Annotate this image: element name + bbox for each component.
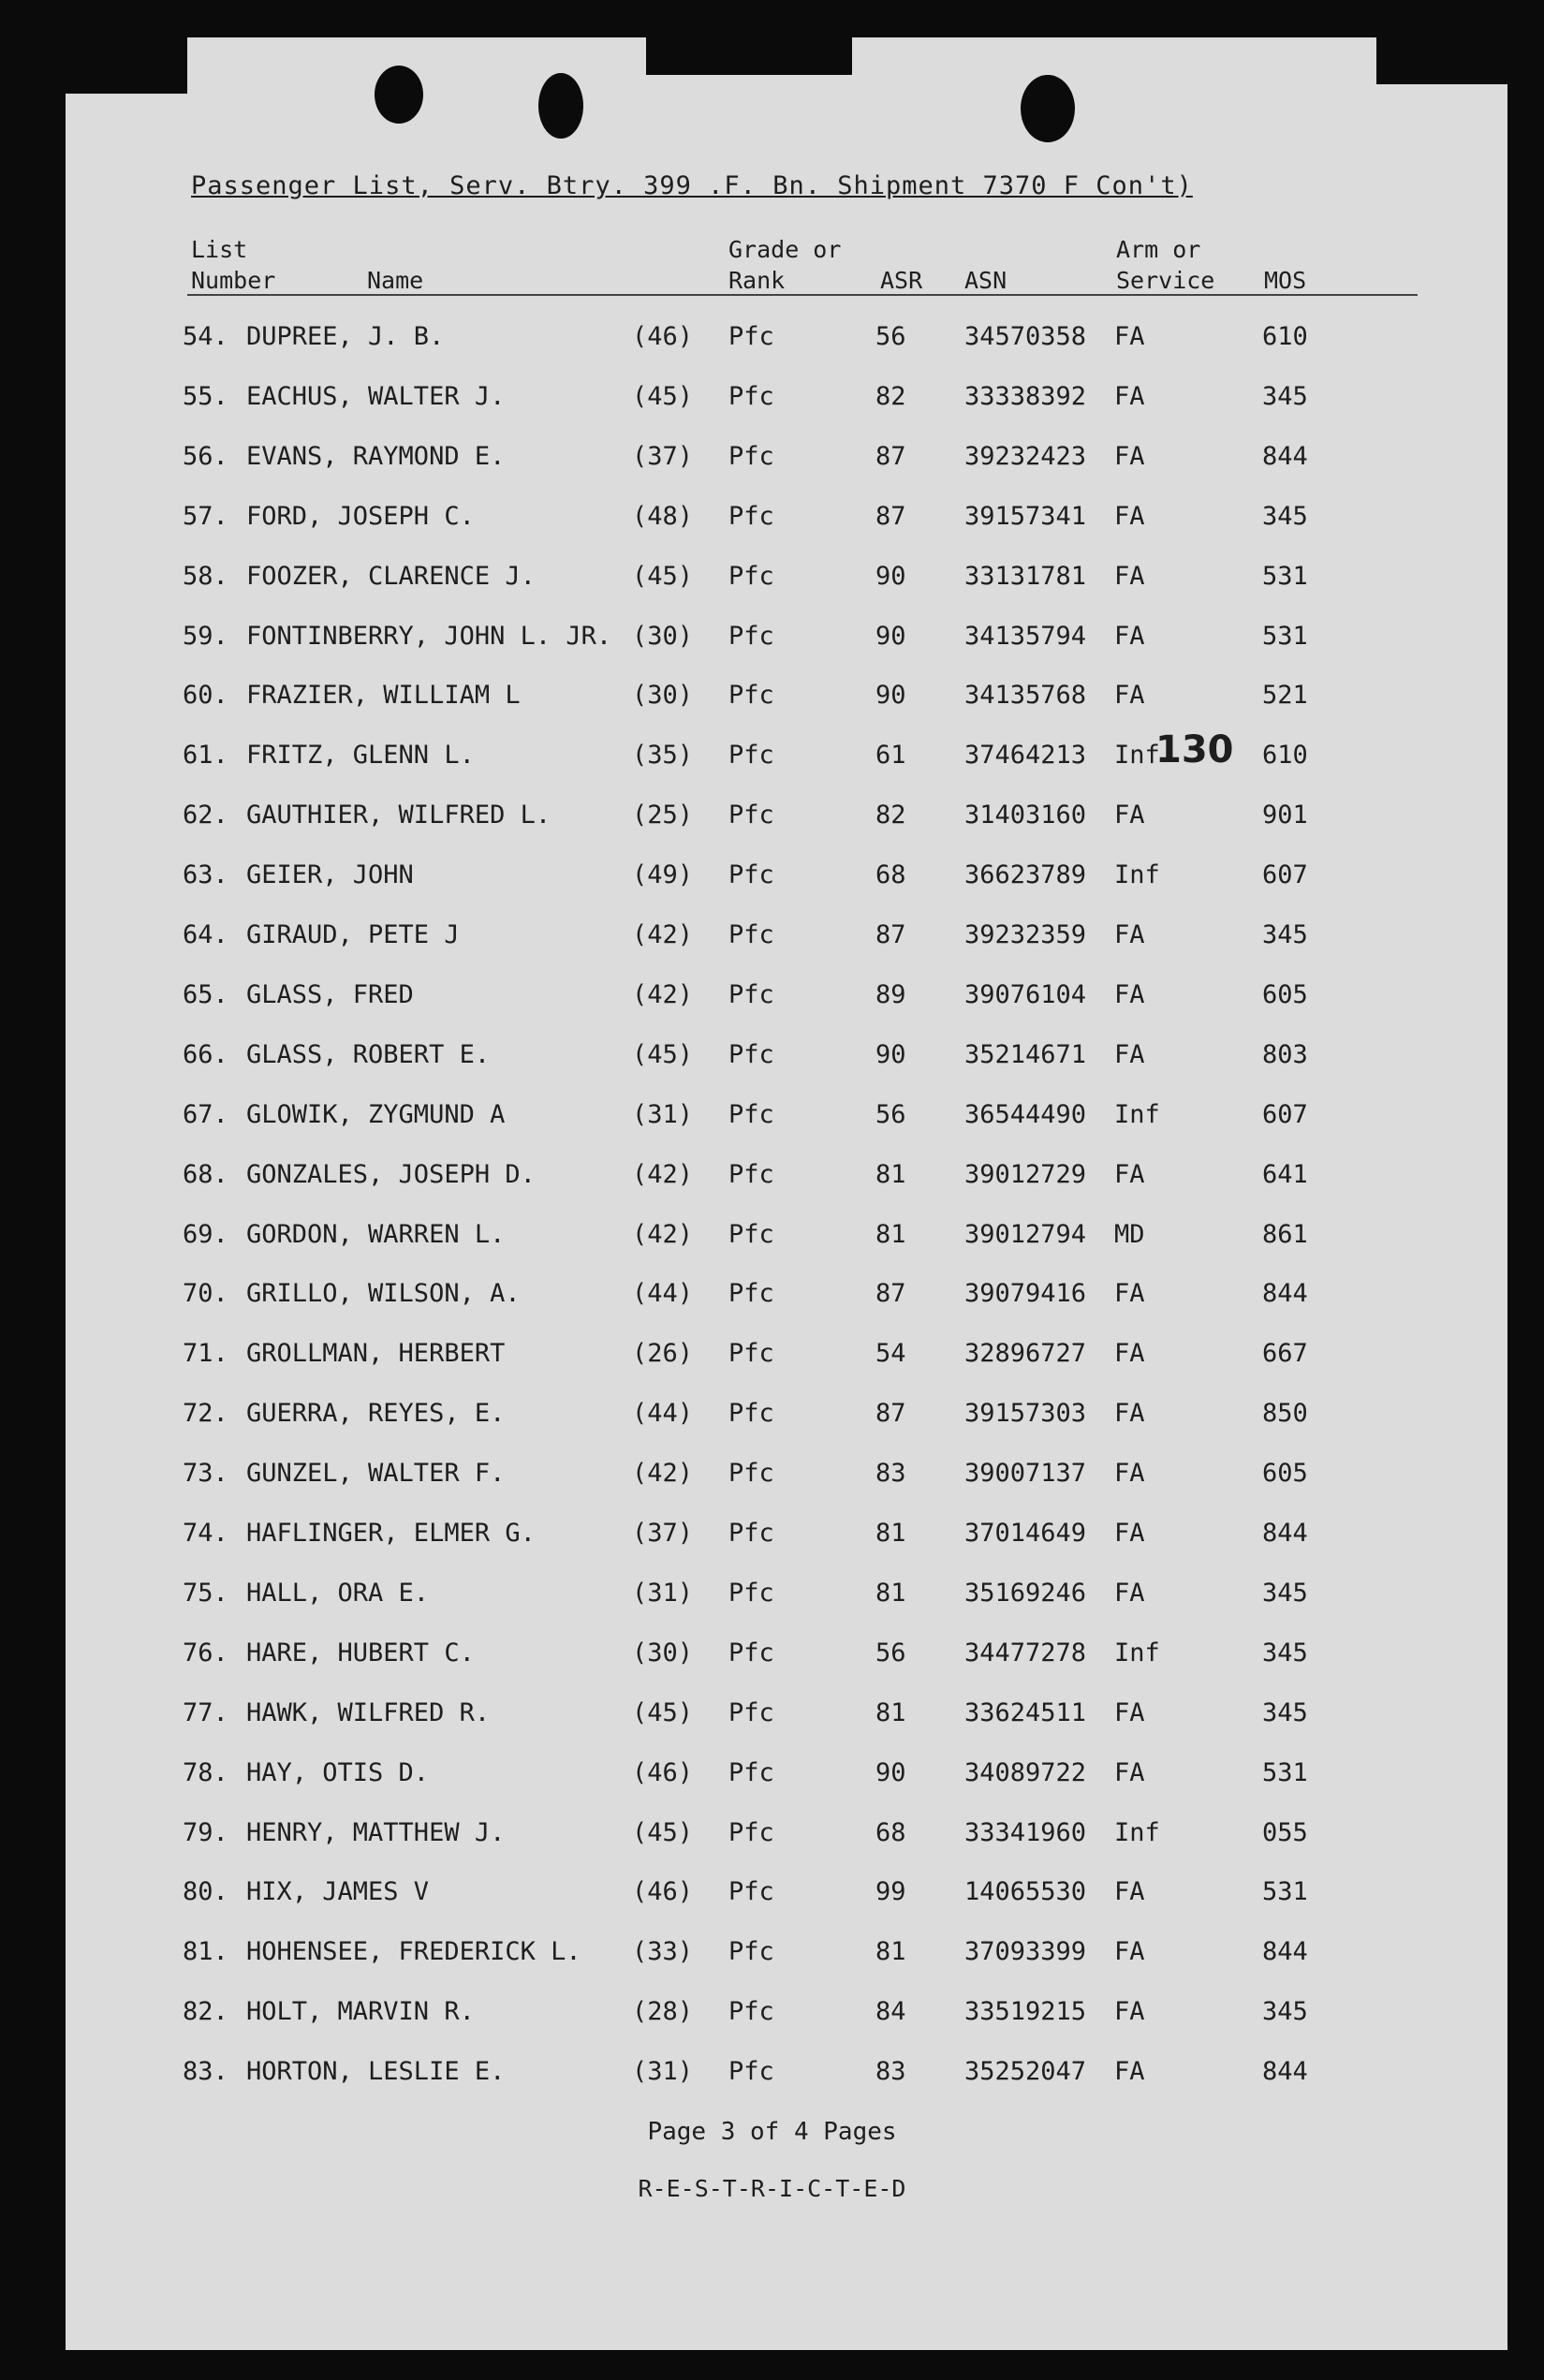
mos-code: 901 — [1262, 801, 1308, 830]
arm-service: FA — [1114, 920, 1145, 949]
passenger-name: FOOZER, CLARENCE J. — [246, 561, 536, 591]
army-serial-number: 37464213 — [964, 741, 1087, 771]
list-number: 78. — [183, 1757, 228, 1787]
list-number: 66. — [183, 1039, 228, 1069]
age-group: (30) — [632, 681, 694, 711]
age-group: (31) — [632, 1578, 694, 1608]
grade-rank: Pfc — [728, 1219, 774, 1249]
age-group: (46) — [632, 1757, 694, 1787]
grade-rank: Pfc — [728, 1519, 774, 1548]
grade-rank: Pfc — [728, 979, 774, 1009]
table-row — [0, 1698, 1544, 1736]
asr-score: 56 — [875, 322, 906, 351]
passenger-name: GAUTHIER, WILFRED L. — [246, 801, 551, 830]
table-row — [0, 1877, 1544, 1915]
table-row — [0, 1040, 1544, 1078]
passenger-name: GONZALES, JOSEPH D. — [246, 1159, 536, 1189]
passenger-name: HORTON, LESLIE E. — [246, 2057, 506, 2087]
age-group: (45) — [632, 1817, 694, 1847]
header-name: Name — [367, 267, 424, 294]
army-serial-number: 35214671 — [964, 1039, 1087, 1069]
table-row — [0, 1818, 1544, 1856]
passenger-name: GORDON, WARREN L. — [246, 1219, 506, 1249]
asr-score: 81 — [875, 1697, 906, 1727]
list-number: 62. — [183, 801, 228, 830]
age-group: (31) — [632, 1099, 694, 1129]
age-group: (42) — [632, 1219, 694, 1249]
mos-code: 641 — [1262, 1159, 1308, 1189]
age-group: (26) — [632, 1339, 694, 1369]
age-group: (48) — [632, 501, 694, 531]
grade-rank: Pfc — [728, 621, 774, 651]
list-number: 72. — [183, 1399, 228, 1429]
list-number: 70. — [183, 1279, 228, 1309]
classification-label: R-E-S-T-R-I-C-T-E-D — [638, 2175, 906, 2202]
table-row — [0, 1758, 1544, 1796]
punch-hole — [375, 66, 423, 124]
passenger-name: GLASS, FRED — [246, 979, 414, 1009]
grade-rank: Pfc — [728, 1039, 774, 1069]
grade-rank: Pfc — [728, 1578, 774, 1608]
arm-service: FA — [1114, 561, 1145, 591]
mos-code: 345 — [1262, 1997, 1308, 2027]
army-serial-number: 39079416 — [964, 1279, 1087, 1309]
army-serial-number: 33624511 — [964, 1697, 1087, 1727]
list-number: 79. — [183, 1817, 228, 1847]
army-serial-number: 33131781 — [964, 561, 1087, 591]
passenger-name: FRAZIER, WILLIAM L — [246, 681, 521, 711]
asr-score: 87 — [875, 501, 906, 531]
passenger-name: GROLLMAN, HERBERT — [246, 1339, 506, 1369]
mos-code: 345 — [1262, 501, 1308, 531]
torn-edge — [66, 37, 187, 94]
passenger-name: GIRAUD, PETE J — [246, 920, 460, 949]
asr-score: 56 — [875, 1099, 906, 1129]
grade-rank: Pfc — [728, 1697, 774, 1727]
age-group: (44) — [632, 1279, 694, 1309]
passenger-name: FONTINBERRY, JOHN L. JR. — [246, 621, 612, 651]
army-serial-number: 39007137 — [964, 1459, 1087, 1489]
table-row — [0, 1997, 1544, 2035]
punch-hole — [1021, 75, 1075, 142]
age-group: (45) — [632, 1697, 694, 1727]
table-row — [0, 1220, 1544, 1257]
army-serial-number: 39012794 — [964, 1219, 1087, 1249]
age-group: (31) — [632, 2057, 694, 2087]
mos-code: 345 — [1262, 1638, 1308, 1667]
asr-score: 87 — [875, 1399, 906, 1429]
header-asr: ASR — [880, 267, 923, 294]
grade-rank: Pfc — [728, 860, 774, 890]
asr-score: 90 — [875, 1757, 906, 1787]
table-row — [0, 1937, 1544, 1975]
grade-rank: Pfc — [728, 801, 774, 830]
list-number: 60. — [183, 681, 228, 711]
list-number: 73. — [183, 1459, 228, 1489]
list-number: 69. — [183, 1219, 228, 1249]
passenger-name: HIX, JAMES V — [246, 1877, 430, 1907]
army-serial-number: 33341960 — [964, 1817, 1087, 1847]
table-row — [0, 741, 1544, 778]
army-serial-number: 33519215 — [964, 1997, 1087, 2027]
list-number: 74. — [183, 1519, 228, 1548]
grade-rank: Pfc — [728, 1099, 774, 1129]
mos-code: 607 — [1262, 1099, 1308, 1129]
army-serial-number: 34135768 — [964, 681, 1087, 711]
grade-rank: Pfc — [728, 501, 774, 531]
table-row — [0, 1399, 1544, 1436]
army-serial-number: 39157341 — [964, 501, 1087, 531]
punch-hole — [538, 73, 583, 139]
passenger-name: GEIER, JOHN — [246, 860, 414, 890]
age-group: (37) — [632, 441, 694, 471]
mos-code: 345 — [1262, 920, 1308, 949]
grade-rank: Pfc — [728, 1399, 774, 1429]
age-group: (37) — [632, 1519, 694, 1548]
age-group: (30) — [632, 1638, 694, 1667]
grade-rank: Pfc — [728, 681, 774, 711]
arm-service: FA — [1114, 322, 1145, 351]
passenger-name: HALL, ORA E. — [246, 1578, 430, 1608]
grade-rank: Pfc — [728, 1937, 774, 1967]
mos-code: 844 — [1262, 2057, 1308, 2087]
grade-rank: Pfc — [728, 1877, 774, 1907]
list-number: 76. — [183, 1638, 228, 1667]
age-group: (42) — [632, 979, 694, 1009]
table-row — [0, 980, 1544, 1018]
arm-service: FA — [1114, 381, 1145, 411]
list-number: 55. — [183, 381, 228, 411]
army-serial-number: 35169246 — [964, 1578, 1087, 1608]
mos-code: 345 — [1262, 1578, 1308, 1608]
grade-rank: Pfc — [728, 1757, 774, 1787]
list-number: 75. — [183, 1578, 228, 1608]
army-serial-number: 33338392 — [964, 381, 1087, 411]
passenger-name: GUERRA, REYES, E. — [246, 1399, 506, 1429]
list-number: 56. — [183, 441, 228, 471]
arm-service: FA — [1114, 1339, 1145, 1369]
list-number: 63. — [183, 860, 228, 890]
army-serial-number: 34089722 — [964, 1757, 1087, 1787]
age-group: (25) — [632, 801, 694, 830]
mos-code: 531 — [1262, 1877, 1308, 1907]
table-row — [0, 681, 1544, 718]
arm-service: FA — [1114, 681, 1145, 711]
header-asn: ASN — [964, 267, 1007, 294]
army-serial-number: 39232423 — [964, 441, 1087, 471]
list-number: 83. — [183, 2057, 228, 2087]
list-number: 65. — [183, 979, 228, 1009]
army-serial-number: 37093399 — [964, 1937, 1087, 1967]
mos-code: 531 — [1262, 561, 1308, 591]
list-number: 67. — [183, 1099, 228, 1129]
age-group: (42) — [632, 1459, 694, 1489]
grade-rank: Pfc — [728, 1279, 774, 1309]
list-number: 64. — [183, 920, 228, 949]
age-group: (30) — [632, 621, 694, 651]
grade-rank: Pfc — [728, 441, 774, 471]
arm-service: FA — [1114, 1459, 1145, 1489]
mos-code: 844 — [1262, 441, 1308, 471]
list-number: 71. — [183, 1339, 228, 1369]
torn-edge — [646, 37, 852, 75]
arm-service: FA — [1114, 1937, 1145, 1967]
arm-service: FA — [1114, 501, 1145, 531]
arm-service: FA — [1114, 979, 1145, 1009]
asr-score: 82 — [875, 801, 906, 830]
mos-code: 861 — [1262, 1219, 1308, 1249]
asr-score: 87 — [875, 920, 906, 949]
passenger-name: EACHUS, WALTER J. — [246, 381, 506, 411]
arm-service: FA — [1114, 1697, 1145, 1727]
asr-score: 61 — [875, 741, 906, 771]
asr-score: 90 — [875, 1039, 906, 1069]
table-row — [0, 1279, 1544, 1316]
army-serial-number: 14065530 — [964, 1877, 1087, 1907]
grade-rank: Pfc — [728, 1638, 774, 1667]
arm-service: FA — [1114, 1399, 1145, 1429]
mos-code: 521 — [1262, 681, 1308, 711]
arm-service: Inf — [1114, 1817, 1160, 1847]
grade-rank: Pfc — [728, 1817, 774, 1847]
army-serial-number: 39157303 — [964, 1399, 1087, 1429]
table-row — [0, 801, 1544, 838]
army-serial-number: 37014649 — [964, 1519, 1087, 1548]
grade-rank: Pfc — [728, 1159, 774, 1189]
asr-score: 89 — [875, 979, 906, 1009]
mos-code: 605 — [1262, 979, 1308, 1009]
arm-service: FA — [1114, 1159, 1145, 1189]
document-title: Passenger List, Serv. Btry. 399 .F. Bn. Shipment 7370 F Con't) — [191, 171, 1193, 200]
header-arm: Arm or Service — [1116, 236, 1215, 294]
passenger-name: HAY, OTIS D. — [246, 1757, 430, 1787]
asr-score: 82 — [875, 381, 906, 411]
asr-score: 83 — [875, 1459, 906, 1489]
passenger-name: FRITZ, GLENN L. — [246, 741, 475, 771]
list-number: 61. — [183, 741, 228, 771]
passenger-name: HARE, HUBERT C. — [246, 1638, 475, 1667]
army-serial-number: 32896727 — [964, 1339, 1087, 1369]
age-group: (33) — [632, 1937, 694, 1967]
table-row — [0, 1160, 1544, 1197]
passenger-name: GLASS, ROBERT E. — [246, 1039, 491, 1069]
asr-score: 81 — [875, 1219, 906, 1249]
asr-score: 87 — [875, 1279, 906, 1309]
age-group: (49) — [632, 860, 694, 890]
army-serial-number: 34477278 — [964, 1638, 1087, 1667]
list-number: 81. — [183, 1937, 228, 1967]
table-row — [0, 562, 1544, 599]
grade-rank: Pfc — [728, 2057, 774, 2087]
arm-service: Inf — [1114, 860, 1160, 890]
mos-code: 850 — [1262, 1399, 1308, 1429]
army-serial-number: 39012729 — [964, 1159, 1087, 1189]
passenger-name: HAWK, WILFRED R. — [246, 1697, 491, 1727]
arm-service: FA — [1114, 1039, 1145, 1069]
passenger-name: HENRY, MATTHEW J. — [246, 1817, 506, 1847]
list-number: 82. — [183, 1997, 228, 2027]
arm-service: FA — [1114, 1997, 1145, 2027]
list-number: 59. — [183, 621, 228, 651]
asr-score: 90 — [875, 621, 906, 651]
table-row — [0, 322, 1544, 360]
arm-service: Inf — [1114, 1099, 1160, 1129]
page-label: Page 3 of 4 Pages — [647, 2118, 897, 2146]
asr-score: 81 — [875, 1519, 906, 1548]
asr-score: 54 — [875, 1339, 906, 1369]
age-group: (42) — [632, 1159, 694, 1189]
grade-rank: Pfc — [728, 920, 774, 949]
table-row — [0, 622, 1544, 659]
header-rule — [187, 294, 1418, 296]
army-serial-number: 34570358 — [964, 322, 1087, 351]
header-grade: Grade or Rank — [728, 236, 842, 294]
age-group: (46) — [632, 322, 694, 351]
mos-code: 345 — [1262, 1697, 1308, 1727]
arm-service: FA — [1114, 621, 1145, 651]
passenger-name: HAFLINGER, ELMER G. — [246, 1519, 536, 1548]
asr-score: 68 — [875, 1817, 906, 1847]
mos-code: 803 — [1262, 1039, 1308, 1069]
mos-code: 345 — [1262, 381, 1308, 411]
passenger-name: FORD, JOSEPH C. — [246, 501, 475, 531]
table-row — [0, 442, 1544, 479]
arm-service: FA — [1114, 1578, 1145, 1608]
army-serial-number: 35252047 — [964, 2057, 1087, 2087]
age-group: (44) — [632, 1399, 694, 1429]
arm-service: Inf — [1114, 741, 1160, 771]
list-number: 80. — [183, 1877, 228, 1907]
age-group: (45) — [632, 561, 694, 591]
age-group: (46) — [632, 1877, 694, 1907]
list-number: 57. — [183, 501, 228, 531]
mos-code: 531 — [1262, 1757, 1308, 1787]
asr-score: 90 — [875, 561, 906, 591]
grade-rank: Pfc — [728, 1339, 774, 1369]
arm-service: FA — [1114, 441, 1145, 471]
age-group: (42) — [632, 920, 694, 949]
table-row — [0, 1519, 1544, 1556]
arm-service: FA — [1114, 1877, 1145, 1907]
list-number: 58. — [183, 561, 228, 591]
army-serial-number: 36544490 — [964, 1099, 1087, 1129]
mos-code: 610 — [1262, 322, 1308, 351]
table-row — [0, 1579, 1544, 1616]
passenger-name: DUPREE, J. B. — [246, 322, 445, 351]
table-row — [0, 502, 1544, 539]
list-number: 77. — [183, 1697, 228, 1727]
arm-service: FA — [1114, 801, 1145, 830]
age-group: (28) — [632, 1997, 694, 2027]
torn-edge — [1376, 37, 1507, 84]
asr-score: 68 — [875, 860, 906, 890]
mos-code: 667 — [1262, 1339, 1308, 1369]
table-row — [0, 1339, 1544, 1376]
arm-service: FA — [1114, 1519, 1145, 1548]
arm-service: FA — [1114, 1279, 1145, 1309]
age-group: (45) — [632, 381, 694, 411]
army-serial-number: 36623789 — [964, 860, 1087, 890]
passenger-name: GRILLO, WILSON, A. — [246, 1279, 521, 1309]
passenger-name: GLOWIK, ZYGMUND A — [246, 1099, 506, 1129]
passenger-name: HOHENSEE, FREDERICK L. — [246, 1937, 581, 1967]
table-row — [0, 1100, 1544, 1138]
mos-code: 610 — [1262, 741, 1308, 771]
age-group: (35) — [632, 741, 694, 771]
asr-score: 81 — [875, 1578, 906, 1608]
passenger-name: HOLT, MARVIN R. — [246, 1997, 475, 2027]
asr-score: 56 — [875, 1638, 906, 1667]
mos-code: 607 — [1262, 860, 1308, 890]
list-number: 54. — [183, 322, 228, 351]
arm-service: Inf — [1114, 1638, 1160, 1667]
table-row — [0, 1459, 1544, 1496]
army-serial-number: 39232359 — [964, 920, 1087, 949]
table-row — [0, 2057, 1544, 2094]
grade-rank: Pfc — [728, 1459, 774, 1489]
asr-score: 90 — [875, 681, 906, 711]
arm-service: MD — [1114, 1219, 1145, 1249]
passenger-name: GUNZEL, WALTER F. — [246, 1459, 506, 1489]
header-list-number: List Number — [191, 236, 276, 294]
passenger-name: EVANS, RAYMOND E. — [246, 441, 506, 471]
mos-code: 605 — [1262, 1459, 1308, 1489]
list-number: 68. — [183, 1159, 228, 1189]
asr-score: 81 — [875, 1159, 906, 1189]
table-row — [0, 920, 1544, 958]
asr-score: 83 — [875, 2057, 906, 2087]
table-row — [0, 382, 1544, 419]
army-serial-number: 31403160 — [964, 801, 1087, 830]
mos-code: 531 — [1262, 621, 1308, 651]
arm-service: FA — [1114, 1757, 1145, 1787]
table-row — [0, 860, 1544, 898]
table-row — [0, 1638, 1544, 1676]
mos-code: 055 — [1262, 1817, 1308, 1847]
army-serial-number: 39076104 — [964, 979, 1087, 1009]
asr-score: 81 — [875, 1937, 906, 1967]
grade-rank: Pfc — [728, 381, 774, 411]
grade-rank: Pfc — [728, 741, 774, 771]
mos-code: 844 — [1262, 1279, 1308, 1309]
asr-score: 84 — [875, 1997, 906, 2027]
header-mos: MOS — [1264, 267, 1307, 294]
grade-rank: Pfc — [728, 322, 774, 351]
asr-score: 87 — [875, 441, 906, 471]
grade-rank: Pfc — [728, 1997, 774, 2027]
mos-code: 844 — [1262, 1937, 1308, 1967]
asr-score: 99 — [875, 1877, 906, 1907]
grade-rank: Pfc — [728, 561, 774, 591]
age-group: (45) — [632, 1039, 694, 1069]
page-stamp-number: 130 — [1155, 728, 1234, 771]
arm-service: FA — [1114, 2057, 1145, 2087]
army-serial-number: 34135794 — [964, 621, 1087, 651]
mos-code: 844 — [1262, 1519, 1308, 1548]
